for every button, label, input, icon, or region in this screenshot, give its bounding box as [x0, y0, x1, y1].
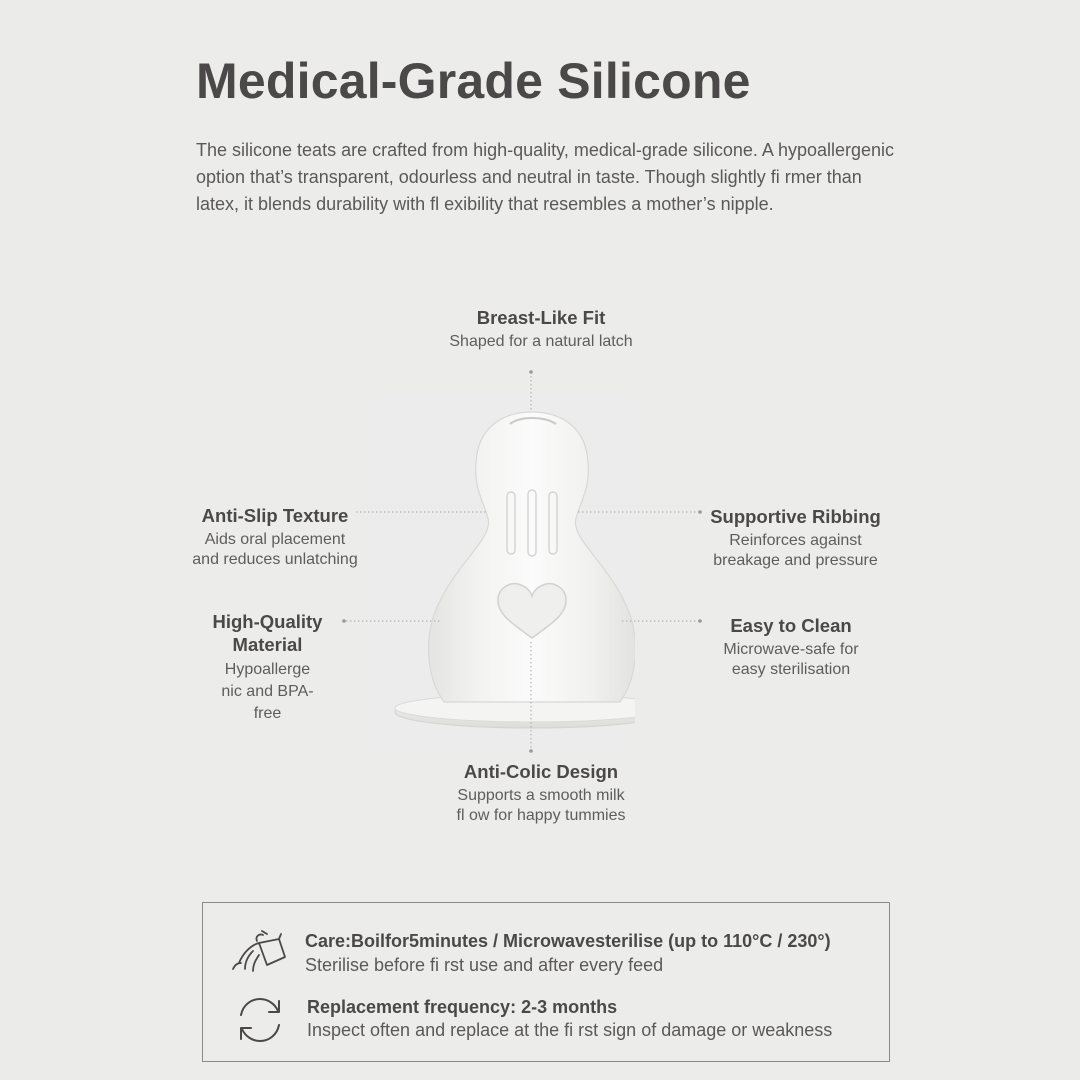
replacement-desc: Inspect often and replace at the fi rst sign of damage or weakness — [307, 1020, 833, 1040]
feature-high-quality-material — [195, 610, 340, 725]
care-title: Care:Boilfor5minutes / Microwavesterilise (up to 110°C / 230°) — [305, 931, 831, 951]
boiling-pot-icon — [229, 929, 289, 973]
feature-title: Easy to Clean — [730, 615, 852, 636]
intro-paragraph: The silicone teats are crafted from high-quality, medical-grade silicone. A hypoallergenic option that’s transparent, odourless and neutral in taste. Though slightly fi rmer than latex, it blends durability with fl exibility that resembles a mother’s nipple. — [196, 140, 895, 214]
care-desc: Sterilise before fi rst use and after every feed — [305, 955, 664, 975]
feature-desc: Aids oral placement and reduces unlatching — [192, 531, 358, 568]
feature-desc: Hypoallerge nic and BPA- free — [221, 661, 314, 722]
feature-supportive-ribbing — [688, 505, 903, 570]
page-title: Medical-Grade Silicone — [196, 53, 751, 109]
replacement-title: Replacement frequency: 2-3 months — [307, 997, 618, 1017]
feature-desc: Supports a smooth milk fl ow for happy tummies — [456, 787, 626, 824]
feature-breast-like-fit — [396, 306, 686, 352]
feature-desc: Reinforces against breakage and pressure — [713, 532, 878, 569]
care-info-box — [202, 902, 890, 1062]
feature-title: Supportive Ribbing — [710, 506, 881, 527]
feature-easy-to-clean — [696, 614, 886, 679]
feature-title: Breast-Like Fit — [476, 307, 606, 328]
feature-anti-slip-texture — [170, 504, 380, 569]
feature-title: Anti-Slip Texture — [201, 505, 349, 526]
feature-desc: Shaped for a natural latch — [449, 333, 633, 350]
feature-title: Anti-Colic Design — [463, 761, 619, 782]
feature-title: High-Quality Material — [212, 611, 323, 655]
feature-desc: Microwave-safe for easy sterilisation — [723, 641, 859, 678]
refresh-cycle-icon — [233, 995, 287, 1045]
feature-anti-colic-design — [416, 760, 666, 825]
